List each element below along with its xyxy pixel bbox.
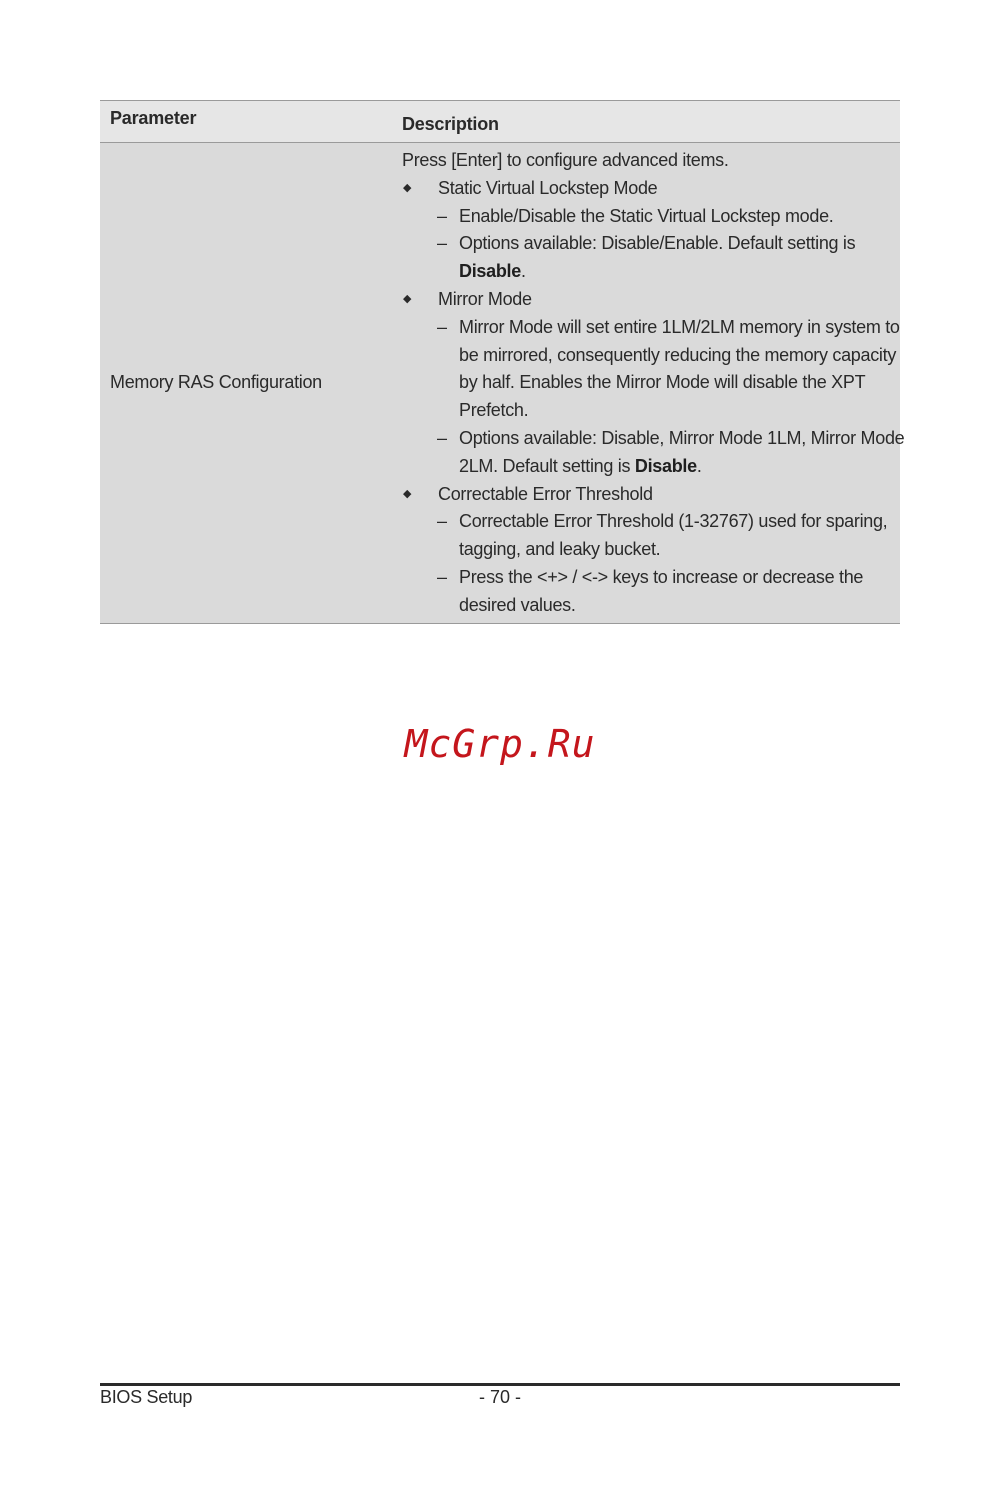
sub-item <box>402 508 890 564</box>
header-description: Description <box>392 101 900 143</box>
table-header-row <box>100 101 900 143</box>
sub-item <box>402 425 905 481</box>
dash-icon: – <box>437 205 447 226</box>
sub-item-text: Options available: Disable, Mirror Mode 1LM, Mirror Mode <box>459 427 905 448</box>
sub-item-text: be mirrored, consequently reducing the memory capacity <box>459 344 897 365</box>
parameter-table <box>100 100 905 624</box>
dash-icon: – <box>437 233 447 254</box>
footer-divider <box>100 1383 900 1386</box>
watermark: McGrp.Ru <box>404 722 596 766</box>
sub-item-text: Press the <+> / <-> keys to increase or decrease the <box>459 566 864 587</box>
item-title: Correctable Error Threshold <box>438 483 653 504</box>
dash-icon: – <box>437 316 447 337</box>
list-item <box>402 286 890 314</box>
sub-item-text: desired values. <box>459 594 576 615</box>
parameter-name: Memory RAS Configuration <box>100 143 392 624</box>
parameter-description <box>392 143 905 624</box>
sub-item-text: Prefetch. <box>459 400 529 421</box>
sub-item-default: 2LM. Default setting is Disable. <box>459 455 702 476</box>
diamond-bullet-icon: ◆ <box>403 292 412 305</box>
diamond-bullet-icon: ◆ <box>403 181 412 194</box>
sub-item-text: Mirror Mode will set entire 1LM/2LM memory in system to <box>459 316 900 337</box>
sub-item <box>402 203 890 231</box>
dash-icon: – <box>437 511 447 532</box>
table-row <box>100 143 900 624</box>
sub-item-default: Disable. <box>459 261 526 282</box>
header-parameter: Parameter <box>100 101 392 143</box>
description-intro: Press [Enter] to configure advanced items. <box>402 150 729 170</box>
page-number: - 70 - <box>478 1387 521 1407</box>
item-title: Static Virtual Lockstep Mode <box>438 177 658 198</box>
dash-icon: – <box>437 566 447 587</box>
sub-item <box>402 314 900 425</box>
dash-icon: – <box>437 427 447 448</box>
sub-item-text: tagging, and leaky bucket. <box>459 539 661 560</box>
default-value: Disable <box>459 261 521 282</box>
item-title: Mirror Mode <box>438 288 532 309</box>
list-item <box>402 481 890 509</box>
sub-item-text: by half. Enables the Mirror Mode will disable the XPT <box>459 372 866 393</box>
list-item <box>402 175 890 203</box>
sub-item <box>402 230 890 286</box>
sub-item <box>402 564 890 620</box>
default-value: Disable <box>634 455 697 476</box>
diamond-bullet-icon: ◆ <box>403 487 412 500</box>
footer-section-title: BIOS Setup <box>100 1387 193 1407</box>
sub-item-text: Correctable Error Threshold (1-32767) used for sparing, <box>459 511 888 532</box>
sub-item-text: Options available: Disable/Enable. Default setting is <box>459 233 856 254</box>
sub-item-text: Enable/Disable the Static Virtual Lockstep mode. <box>459 205 834 226</box>
